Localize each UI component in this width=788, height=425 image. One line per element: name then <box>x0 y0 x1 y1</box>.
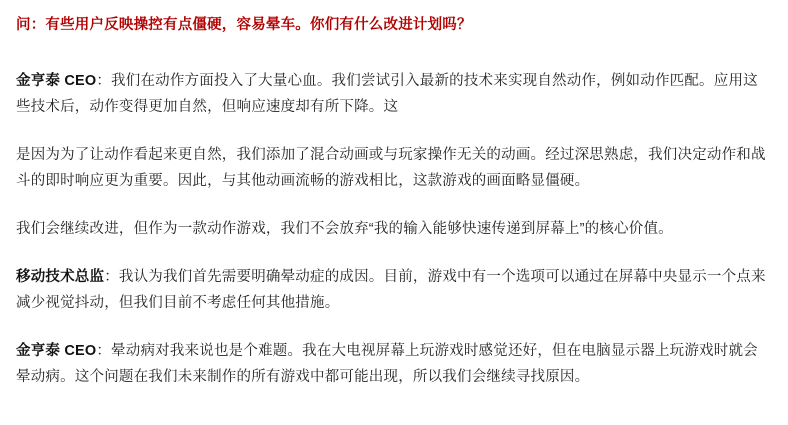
answer-text-1: ：我们在动作方面投入了大量心血。我们尝试引入最新的技术来实现自然动作，例如动作匹配。应用这些技术后，动作变得更加自然，但响应速度却有所下降。这 <box>16 73 758 115</box>
answer-text-1-continued: 是因为为了让动作看起来更自然，我们添加了混合动画或与玩家操作无关的动画。经过深思熟虑，我们决定动作和战斗的即时响应更为重要。因此，与其他动画流畅的游戏相比，这款游戏的画面略显僵硬。 <box>16 147 766 189</box>
speaker-name-3: 金亨泰 CEO <box>16 343 97 359</box>
answer-paragraph-3 <box>16 338 772 390</box>
answer-text-2: ：我认为我们首先需要明确晕动症的成因。目前，游戏中有一个选项可以通过在屏幕中央显示一个点来减少视觉抖动，但我们目前不考虑任何其他措施。 <box>16 269 766 311</box>
answer-text-1-closing: 我们会继续改进，但作为一款动作游戏，我们不会放弃“我的输入能够快速传递到屏幕上”的核心价值。 <box>16 221 673 237</box>
speaker-name-1: 金亨泰 CEO <box>16 73 97 89</box>
speaker-name-2: 移动技术总监 <box>16 269 105 285</box>
answer-text-3: ：晕动病对我来说也是个难题。我在大电视屏幕上玩游戏时感觉还好，但在电脑显示器上玩游戏时就会晕动病。这个问题在我们未来制作的所有游戏中都可能出现，所以我们会继续寻找原因。 <box>16 343 758 385</box>
question-text: 问：有些用户反映操控有点僵硬，容易晕车。你们有什么改进计划吗？ <box>16 17 472 33</box>
question-paragraph <box>16 12 772 38</box>
answer-paragraph-2 <box>16 264 772 316</box>
answer-paragraph-1-closing <box>16 216 772 242</box>
answer-paragraph-1 <box>16 68 772 120</box>
answer-paragraph-1-continued <box>16 142 772 194</box>
